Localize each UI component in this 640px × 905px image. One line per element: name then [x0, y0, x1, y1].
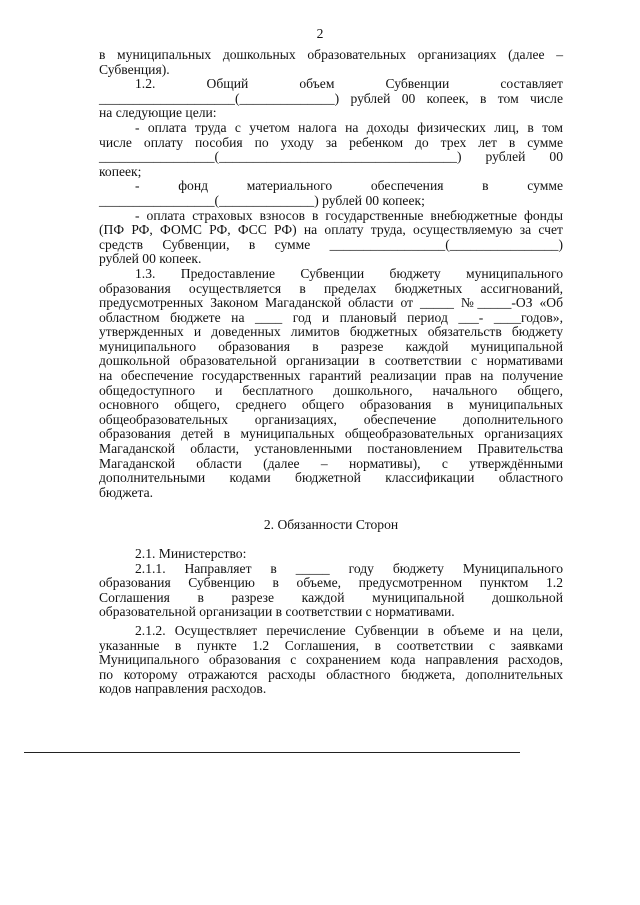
- text-line: 1.2. Общий объем Субвенции составляет: [135, 76, 563, 92]
- text-line: - оплата страховых взносов в государственные внебюджетные фонды: [135, 207, 563, 223]
- text-line: 1.3. Предоставление Субвенции бюджету муниципального: [135, 265, 563, 281]
- document-body: [99, 48, 563, 697]
- text-line: образования осуществляется в пределах бюджетных ассигнований,: [99, 280, 563, 296]
- text-line: 2.1.2. Осуществляет перечисление Субвенции в объеме и на цели,: [135, 622, 563, 638]
- text-line: предусмотренных Законом Магаданской области от _____ №_____-ОЗ «Об: [99, 295, 563, 311]
- text-line: - фонд материального обеспечения в сумме: [135, 178, 563, 194]
- section-1-paragraphs: [99, 48, 563, 500]
- text-line: муниципального образования в разрезе каждой муниципальной: [99, 338, 563, 354]
- text-line: числе оплату пособия по уходу за ребенком до трех лет в сумме: [99, 134, 563, 150]
- text-line: по которому отражаются расходы областного бюджета, дополнительных: [99, 666, 563, 682]
- text-line: Муниципального образования с сохранением кода направления расходов,: [99, 652, 563, 668]
- text-line: образовательной организации в соответствии с нормативами.: [99, 604, 455, 620]
- footer-divider: [24, 752, 520, 753]
- text-line: в муниципальных дошкольных образовательных организациях (далее –: [99, 47, 563, 62]
- text-line: Субвенция).: [99, 61, 170, 77]
- text-line: копеек;: [99, 163, 142, 179]
- text-line: образования детей в муниципальных общеобразовательных организациях: [99, 426, 563, 442]
- text-line: (ПФ РФ, ФОМС РФ, ФСС РФ) на оплату труда, осуществляемую за счет: [99, 222, 563, 238]
- section-2-paragraphs: [99, 547, 563, 697]
- text-line: кодов направления расходов.: [99, 681, 267, 697]
- text-line: Магаданской области (далее – нормативы), с утверждёнными: [99, 455, 563, 471]
- text-line: общедоступного и бесплатного дошкольного, начального общего,: [99, 382, 563, 398]
- text-line: утвержденных и доведенных лимитов бюджетных обязательств бюджету: [99, 324, 563, 340]
- text-line: бюджета.: [99, 484, 154, 500]
- text-line: на следующие цели:: [99, 105, 217, 121]
- text-line: 2.1.1. Направляет в _____ году бюджету Муниципального: [135, 560, 563, 576]
- text-line: указанные в пункте 1.2 Соглашения, в соответствии с заявками: [99, 637, 563, 653]
- text-line: рублей 00 копеек.: [99, 251, 202, 267]
- text-line: _________________(___________________________________) рублей 00: [99, 149, 563, 165]
- text-line: дополнительными кодами бюджетной классификации областного: [99, 470, 563, 486]
- text-line: 2.1. Министерство:: [135, 546, 247, 561]
- text-line: образования Субвенцию в объеме, предусмотренном пунктом 1.2: [99, 575, 563, 591]
- text-line: ____________________(______________) рублей 00 копеек, в том числе: [99, 90, 563, 106]
- text-line: областном бюджете на ____ год и плановый период ___- ____годов»,: [99, 309, 563, 325]
- page-number: 2: [316, 26, 324, 41]
- text-line: основного общего, среднего общего образования в муниципальных: [99, 397, 563, 413]
- text-line: _________________(______________) рублей 00 копеек;: [99, 192, 425, 208]
- text-line: Соглашения в разрезе каждой муниципальной дошкольной: [99, 589, 563, 605]
- text-line: на обеспечение государственных гарантий реализации прав на получение: [99, 368, 563, 384]
- section-heading: 2. Обязанности Сторон: [263, 517, 399, 533]
- text-line: средств Субвенции, в сумме _________________(________________): [99, 236, 563, 252]
- text-line: Магаданской области, установленными постановлением Правительства: [99, 441, 563, 457]
- text-line: - оплата труда с учетом налога на доходы физических лиц, в том: [135, 119, 563, 135]
- text-line: общеобразовательных организациях, обеспечение дополнительного: [99, 411, 563, 427]
- text-line: дошкольной образовательной организации в соответствии с нормативами: [99, 353, 563, 369]
